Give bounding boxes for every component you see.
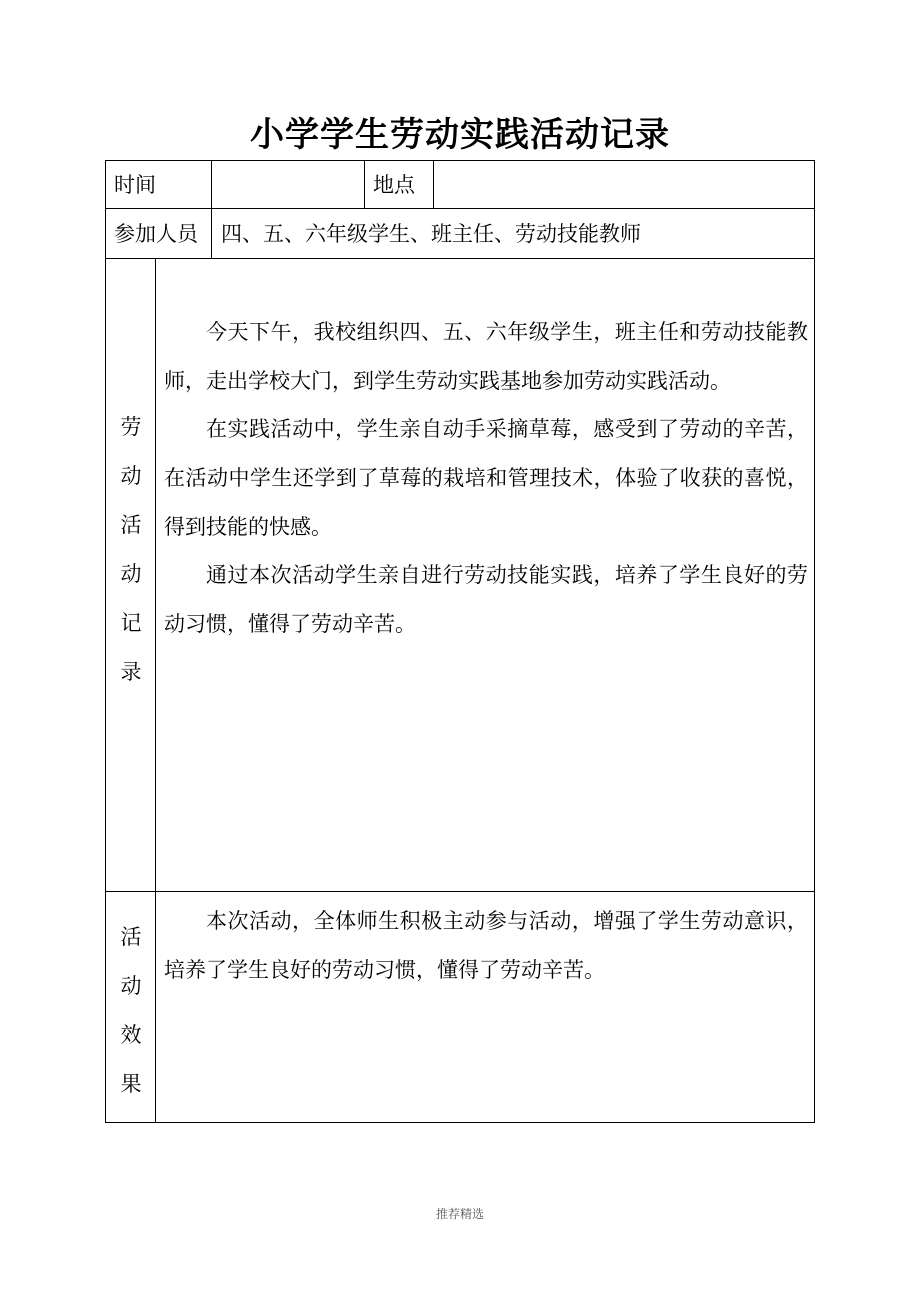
effect-label-char: 动 xyxy=(120,974,142,998)
effect-paragraph: 本次活动，全体师生积极主动参与活动，增强了学生劳动意识，培养了学生良好的劳动习惯，懂得了劳动辛苦。 xyxy=(164,909,808,982)
record-paragraph: 通过本次活动学生亲自进行劳动技能实践，培养了学生良好的劳动习惯，懂得了劳动辛苦。 xyxy=(164,563,808,636)
record-label-char: 动 xyxy=(120,464,142,488)
table-col-divider-time xyxy=(364,160,365,209)
record-label-char: 活 xyxy=(120,513,142,537)
record-label-char: 动 xyxy=(120,562,142,586)
effect-label-char: 效 xyxy=(120,1023,142,1047)
record-paragraph: 今天下午，我校组织四、五、六年级学生，班主任和劳动技能教师，走出学校大门，到学生劳动实践基地参加劳动实践活动。 xyxy=(164,320,808,393)
table-col-divider-label xyxy=(211,160,212,259)
record-label xyxy=(106,403,156,697)
participants-value: 四、五、六年级学生、班主任、劳动技能教师 xyxy=(221,222,641,246)
page-footer: 推荐精选 xyxy=(435,1207,484,1221)
record-label-char: 劳 xyxy=(120,415,142,439)
participants-label: 参加人员 xyxy=(114,222,198,246)
record-label-char: 录 xyxy=(120,660,142,684)
time-label: 时间 xyxy=(114,173,156,197)
record-label-char: 记 xyxy=(120,611,142,635)
table-divider-row3 xyxy=(105,891,815,892)
table-border-right xyxy=(814,160,815,1123)
effect-label xyxy=(106,913,156,1109)
document-title: 小学学生劳动实践活动记录 xyxy=(250,115,670,155)
effect-label-char: 活 xyxy=(120,925,142,949)
record-paragraph: 在实践活动中，学生亲自动手采摘草莓，感受到了劳动的辛苦，在活动中学生还学到了草莓的栽培和管理技术，体验了收获的喜悦，得到技能的快感。 xyxy=(164,417,808,539)
table-col-divider-location xyxy=(433,160,434,209)
table-border-bottom xyxy=(105,1122,815,1123)
location-label: 地点 xyxy=(373,173,415,197)
effect-label-char: 果 xyxy=(120,1072,142,1096)
